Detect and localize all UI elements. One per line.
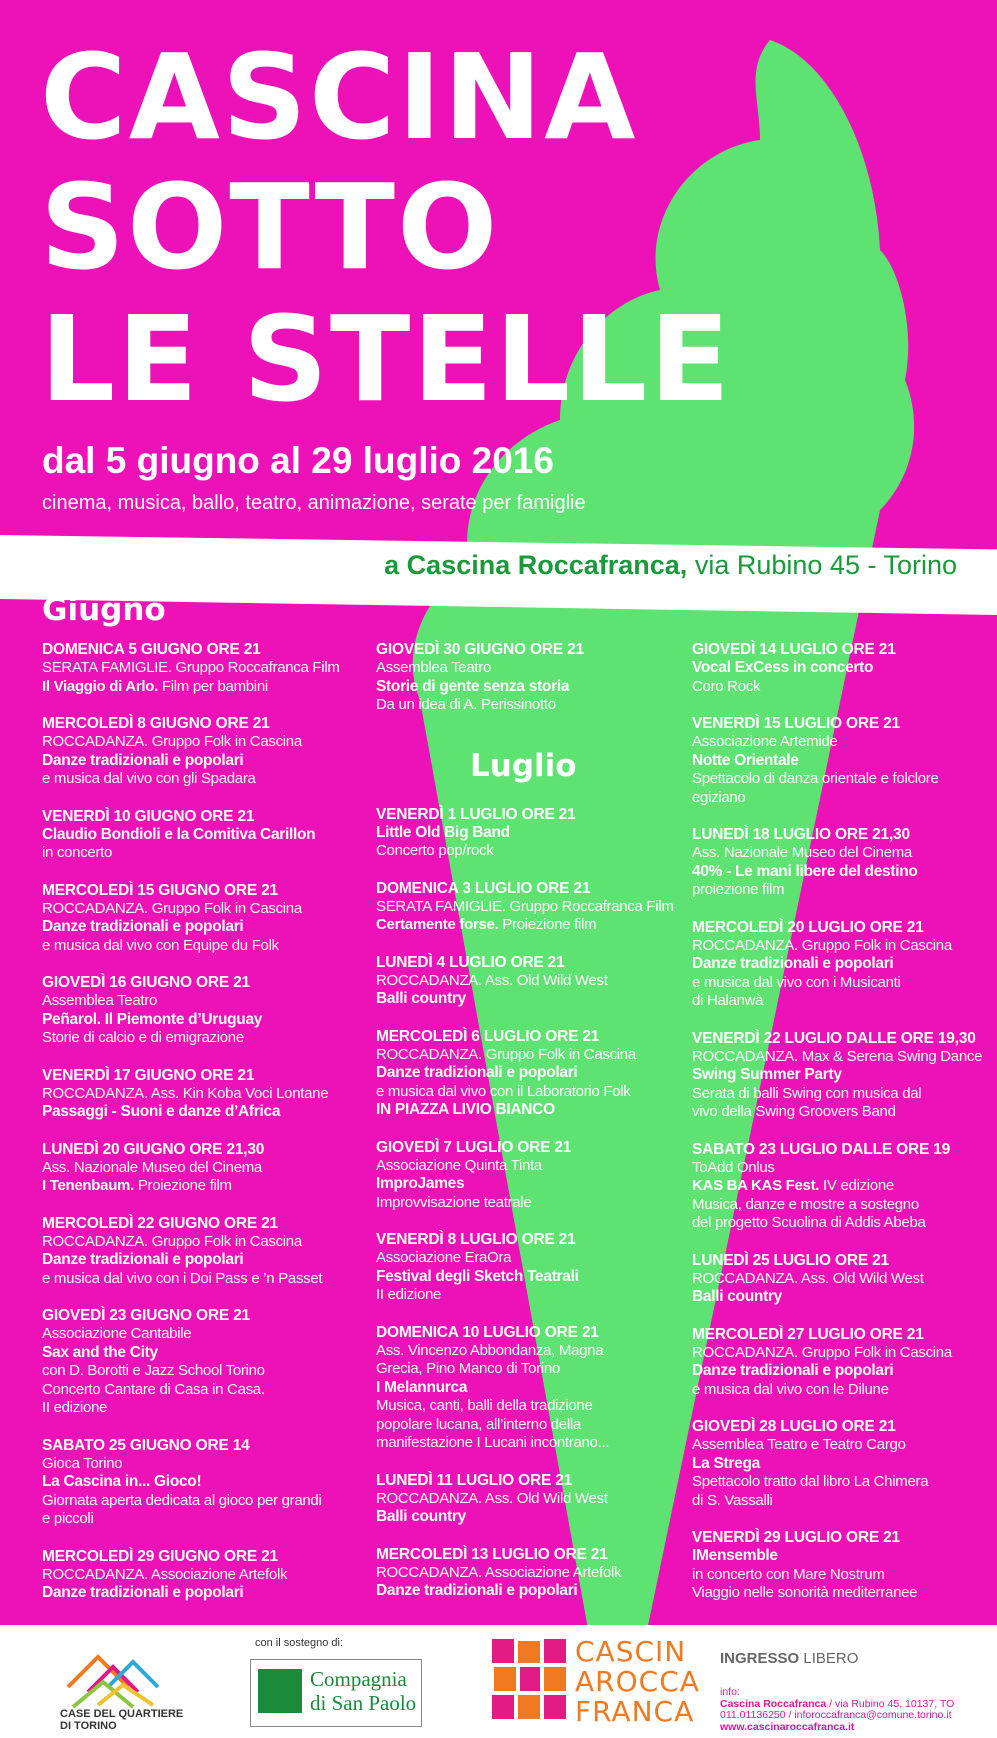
poster-title-line-3: LE STELLE [40,290,732,428]
month-heading-june: Giugno [42,592,166,628]
event-title [376,916,686,935]
event-detail: ROCCADANZA. Ass. Old Wild West [692,1269,924,1287]
event-date-time: MERCOLEDÌ 20 LUGLIO ORE 21 [692,918,924,936]
info-address: / via Rubino 45, 10137, TO [826,1697,955,1710]
event-detail: Serata di balli Swing con musica dal [692,1084,922,1102]
event-detail: II edizione [42,1399,108,1416]
event-title [692,1177,997,1196]
event-detail: e piccoli [42,1510,94,1527]
event-detail: Spettacolo di danza orientale e folclore [692,770,939,787]
event-title-suffix: IV edizione [819,1177,894,1194]
event-dates: dal 5 giugno al 29 luglio 2016 [42,440,554,481]
event-date-time: LUNEDÌ 20 GIUGNO ORE 21,30 [42,1140,265,1158]
event-date-time: VENERDÌ 10 GIUGNO ORE 21 [42,807,255,825]
event-entry [692,825,997,900]
poster-title-line-1: CASCINA [40,28,638,166]
event-date-time: MERCOLEDÌ 22 GIUGNO ORE 21 [42,1214,278,1232]
event-title: I Tenenbaum. [42,1177,134,1194]
event-detail: e musica dal vivo con i Doi Pass e ’n Passet [42,1269,323,1287]
event-title: Danze tradizionali e popolari [42,918,244,935]
event-detail: ROCCADANZA. Ass. Old Wild West [376,1489,608,1507]
event-entry [42,1066,352,1122]
event-entry [692,918,997,1011]
event-detail: Concerto Cantare di Casa in Casa. [42,1380,265,1398]
event-title: Danze tradizionali e popolari [692,1362,894,1379]
event-entry [42,1140,352,1196]
month-heading-july: Luglio [470,748,577,784]
event-title: Festival degli Sketch Teatrali [376,1267,579,1285]
event-date-time: VENERDÌ 8 LUGLIO ORE 21 [376,1231,576,1248]
event-date-time: LUNEDÌ 18 LUGLIO ORE 21,30 [692,826,910,843]
event-title: Balli country [692,1288,782,1305]
event-entry [42,973,352,1048]
event-detail: ROCCADANZA. Gruppo Folk in Cascina [692,1343,952,1361]
admission-label [720,1650,858,1667]
compagnia-san-paolo-name [310,1667,416,1715]
event-date-time: GIOVEDÌ 16 GIUGNO ORE 21 [42,974,250,991]
event-entry [376,1230,686,1305]
event-date-time: LUNEDÌ 11 LUGLIO ORE 21 [376,1471,573,1489]
event-detail: del progetto Scuolina di Addis Abeba [692,1214,926,1231]
event-date-time: DOMENICA 5 GIUGNO ORE 21 [42,641,261,658]
event-title: IMensemble [692,1547,778,1564]
event-title: 40% - Le mani libere del destino [692,862,918,880]
event-title: Swing Summer Party [692,1066,842,1083]
event-detail: Associazione Artemide [692,733,838,750]
event-detail: Viaggio nelle sonorità mediterranee [692,1584,918,1601]
event-title: Storie di gente senza storia [376,677,570,695]
event-detail: Musica, danze e mostre a sostegno [692,1195,919,1213]
poster-title-line-2: SOTTO [40,158,500,296]
csp-line-2: di San Paolo [310,1691,417,1715]
event-title: Claudio Bondioli e la Comitiva Carillon [42,825,316,843]
event-subtitle: cinema, musica, ballo, teatro, animazione, serate per famiglie [42,492,586,514]
event-detail: e musica dal vivo con il Laboratorio Folk [376,1082,631,1100]
event-entry [692,714,997,807]
event-title: Balli country [376,990,466,1007]
event-date-time: GIOVEDÌ 7 LUGLIO ORE 21 [376,1138,572,1156]
event-date-time: MERCOLEDÌ 29 GIUGNO ORE 21 [42,1547,278,1565]
event-entry [692,1528,997,1603]
event-date-time: MERCOLEDÌ 13 LUGLIO ORE 21 [376,1545,608,1563]
event-detail: Associazione Cantabile [42,1325,192,1342]
event-detail: Spettacolo tratto dal libro La Chimera [692,1473,929,1490]
event-detail: manifestazione I Lucani incontrano... [376,1434,610,1451]
event-detail: con D. Borotti e Jazz School Torino [42,1362,265,1379]
event-detail: e musica dal vivo con gli Spadara [42,770,256,787]
event-entry [376,805,686,861]
event-date-time: SABATO 25 GIUGNO ORE 14 [42,1436,250,1454]
event-detail: vivo della Swing Groovers Band [692,1103,896,1120]
event-detail: di Halanwà [692,992,764,1009]
sponsor-footer [0,1625,997,1738]
event-entry [692,1417,997,1510]
july-heading-spacer [376,733,686,805]
event-detail: ROCCADANZA. Ass. Kin Koba Voci Lontane [42,1084,329,1102]
contact-info [720,1687,954,1733]
event-entry [376,953,686,1009]
event-entry [42,640,352,696]
event-entry [42,1436,352,1529]
event-entry [376,1471,686,1527]
venue-address: via Rubino 45 - Torino [694,550,957,580]
event-detail: ROCCADANZA. Associazione Artefolk [42,1565,288,1583]
event-title-suffix: Proiezione film [498,916,597,933]
info-website-link[interactable]: www.cascinaroccafranca.it [720,1720,855,1733]
event-date-time: GIOVEDÌ 28 LUGLIO ORE 21 [692,1418,896,1435]
venue-name: a Cascina Roccafranca, [384,550,688,580]
event-entry [376,879,686,935]
event-title: Sax and the City [42,1343,158,1361]
event-entry [692,1140,997,1233]
event-date-time: LUNEDÌ 4 LUGLIO ORE 21 [376,953,565,971]
event-entry [42,1306,352,1418]
event-detail: e musica dal vivo con Equipe du Folk [42,936,279,954]
event-detail: II edizione [376,1286,442,1303]
event-date-time: VENERDÌ 15 LUGLIO ORE 21 [692,715,900,732]
event-title: I Melannurca [376,1378,468,1396]
event-title: Vocal ExCess in concerto [692,659,874,676]
event-date-time: GIOVEDÌ 30 GIUGNO ORE 21 [376,641,584,658]
event-detail: Storie di calcio e di emigrazione [42,1029,244,1046]
cr-line-3: FRANCA [575,1695,695,1728]
event-date-time: VENERDÌ 1 LUGLIO ORE 21 [376,805,576,823]
event-title [42,1177,352,1196]
event-date-time: MERCOLEDÌ 8 GIUGNO ORE 21 [42,715,270,732]
event-detail: Gioca Torino [42,1454,123,1472]
event-title-suffix: Proiezione film [133,1177,232,1194]
case-line-2: DI TORINO [60,1720,117,1732]
event-detail: Assemblea Teatro e Teatro Cargo [692,1436,906,1453]
event-detail: egiziano [692,788,746,806]
cr-line-1: CASCIN [575,1635,687,1668]
event-entry [692,640,997,696]
event-detail: ROCCADANZA. Max & Serena Swing Dance [692,1047,983,1065]
event-title [42,678,352,697]
event-entry [692,1251,997,1307]
event-entry [42,881,352,956]
event-date-time: GIOVEDÌ 14 LUGLIO ORE 21 [692,641,896,658]
event-detail: Associazione Quinta Tinta [376,1156,542,1174]
event-detail: Improvvisazione teatrale [376,1193,532,1211]
sponsor-label: con il sostegno di: [255,1637,344,1649]
event-detail: Associazione EraOra [376,1249,512,1266]
event-entry [42,807,352,863]
case-line-1: CASE DEL QUARTIERE [60,1708,184,1720]
event-detail: Grecia, Pino Manco di Torino [376,1360,560,1377]
event-detail: SERATA FAMIGLIE. Gruppo Roccafranca Film [376,897,674,915]
event-detail: Musica, canti, balli della tradizione [376,1397,593,1414]
event-detail: ToAdd Onlus [692,1158,775,1176]
event-entry [42,1547,352,1603]
event-detail: popolare lucana, all’interno della [376,1415,581,1433]
info-name: Cascina Roccafranca [720,1697,827,1710]
event-detail: di S. Vassalli [692,1491,773,1509]
event-detail: in concerto [42,844,113,861]
admission-bold: INGRESSO [720,1650,800,1667]
event-title: Peñarol. Il Piemonte d’Uruguay [42,1010,263,1028]
event-title: Notte Orientale [692,751,799,769]
event-title: Danze tradizionali e popolari [42,751,244,769]
event-detail: SERATA FAMIGLIE. Gruppo Roccafranca Film [42,659,340,676]
event-title: Passaggi - Suoni e danze d’Africa [42,1103,281,1120]
event-date-time: VENERDÌ 29 LUGLIO ORE 21 [692,1529,900,1546]
event-entry [42,1214,352,1289]
event-title: Little Old Big Band [376,823,510,841]
event-detail: Giornata aperta dedicata al gioco per grandi [42,1491,322,1509]
event-title: La Cascina in... Gioco! [42,1473,202,1490]
event-entry [376,1323,686,1453]
event-entry [692,1325,997,1400]
event-title: La Strega [692,1454,760,1472]
event-title: KAS BA KAS Fest. [692,1177,820,1194]
schedule-column-2 [376,640,686,1619]
event-detail: proiezione film [692,881,785,898]
event-entry [42,714,352,789]
event-detail: e musica dal vivo con le Dilune [692,1380,889,1398]
csp-line-1: Compagnia [310,1667,407,1691]
cr-line-2: AROCCA [575,1665,700,1698]
event-detail: Assemblea Teatro [376,659,491,676]
event-detail: ROCCADANZA. Associazione Artefolk [376,1563,622,1581]
event-date-time: LUNEDÌ 25 LUGLIO ORE 21 [692,1251,889,1269]
event-detail: Ass. Vincenzo Abbondanza, Magna [376,1341,604,1359]
event-detail: Coro Rock [692,677,761,695]
event-date-time: VENERDÌ 17 GIUGNO ORE 21 [42,1066,255,1084]
event-entry [376,1545,686,1601]
event-entry [376,640,686,715]
event-title: Danze tradizionali e popolari [692,955,894,972]
event-date-time: DOMENICA 3 LUGLIO ORE 21 [376,879,591,897]
event-date-time: MERCOLEDÌ 27 LUGLIO ORE 21 [692,1325,924,1343]
event-date-time: DOMENICA 10 LUGLIO ORE 21 [376,1323,599,1341]
schedule-column-1 [42,640,352,1621]
event-title: Il Viaggio di Arlo. [42,677,158,695]
admission-rest: LIBERO [799,1650,859,1667]
event-date-time: MERCOLEDÌ 6 LUGLIO ORE 21 [376,1027,600,1045]
event-detail: e musica dal vivo con i Musicanti [692,973,901,991]
event-detail: ROCCADANZA. Gruppo Folk in Cascina [42,733,302,750]
info-label: info: [720,1686,740,1698]
event-date-time: SABATO 23 LUGLIO DALLE ORE 19 [692,1140,951,1158]
event-title: Danze tradizionali e popolari [376,1064,578,1081]
event-date-time: MERCOLEDÌ 15 GIUGNO ORE 21 [42,881,278,899]
event-entry [692,1029,997,1122]
event-detail: Ass. Nazionale Museo del Cinema [42,1158,262,1176]
event-detail: ROCCADANZA. Gruppo Folk in Cascina [42,1232,302,1250]
event-title-suffix: Film per bambini [157,677,268,695]
event-detail: in concerto con Mare Nostrum [692,1565,885,1583]
case-del-quartiere-text [60,1708,183,1732]
event-detail: Ass. Nazionale Museo del Cinema [692,844,912,861]
event-detail: Assemblea Teatro [42,992,157,1009]
event-detail: ROCCADANZA. Gruppo Folk in Cascina [376,1045,636,1063]
event-date-time: VENERDÌ 22 LUGLIO DALLE ORE 19,30 [692,1029,976,1047]
event-date-time: GIOVEDÌ 23 GIUGNO ORE 21 [42,1307,250,1324]
event-title: Balli country [376,1508,466,1525]
event-detail: Da un idea di A. Perissinotto [376,696,556,713]
event-entry [376,1027,686,1120]
event-title: IN PIAZZA LIVIO BIANCO [376,1101,555,1118]
venue-text [384,550,957,581]
event-title: Danze tradizionali e popolari [376,1582,578,1599]
event-detail: ROCCADANZA. Ass. Old Wild West [376,971,608,989]
schedule-column-3 [692,640,997,1621]
event-title: Certamente forse. [376,916,499,933]
cascina-roccafranca-wordmark [575,1637,700,1727]
event-detail: ROCCADANZA. Gruppo Folk in Cascina [42,899,302,917]
info-contacts[interactable]: 011.01136250 / inforoccafranca@comune.torino.it [720,1709,952,1721]
event-title: Danze tradizionali e popolari [42,1251,244,1268]
event-detail: ROCCADANZA. Gruppo Folk in Cascina [692,936,952,954]
compagnia-san-paolo-mark [258,1669,302,1713]
event-title: Danze tradizionali e popolari [42,1584,244,1601]
event-title: ImproJames [376,1175,465,1192]
event-entry [376,1138,686,1213]
event-detail: Concerto pop/rock [376,842,494,859]
cascina-roccafranca-mosaic-logo [490,1637,570,1721]
